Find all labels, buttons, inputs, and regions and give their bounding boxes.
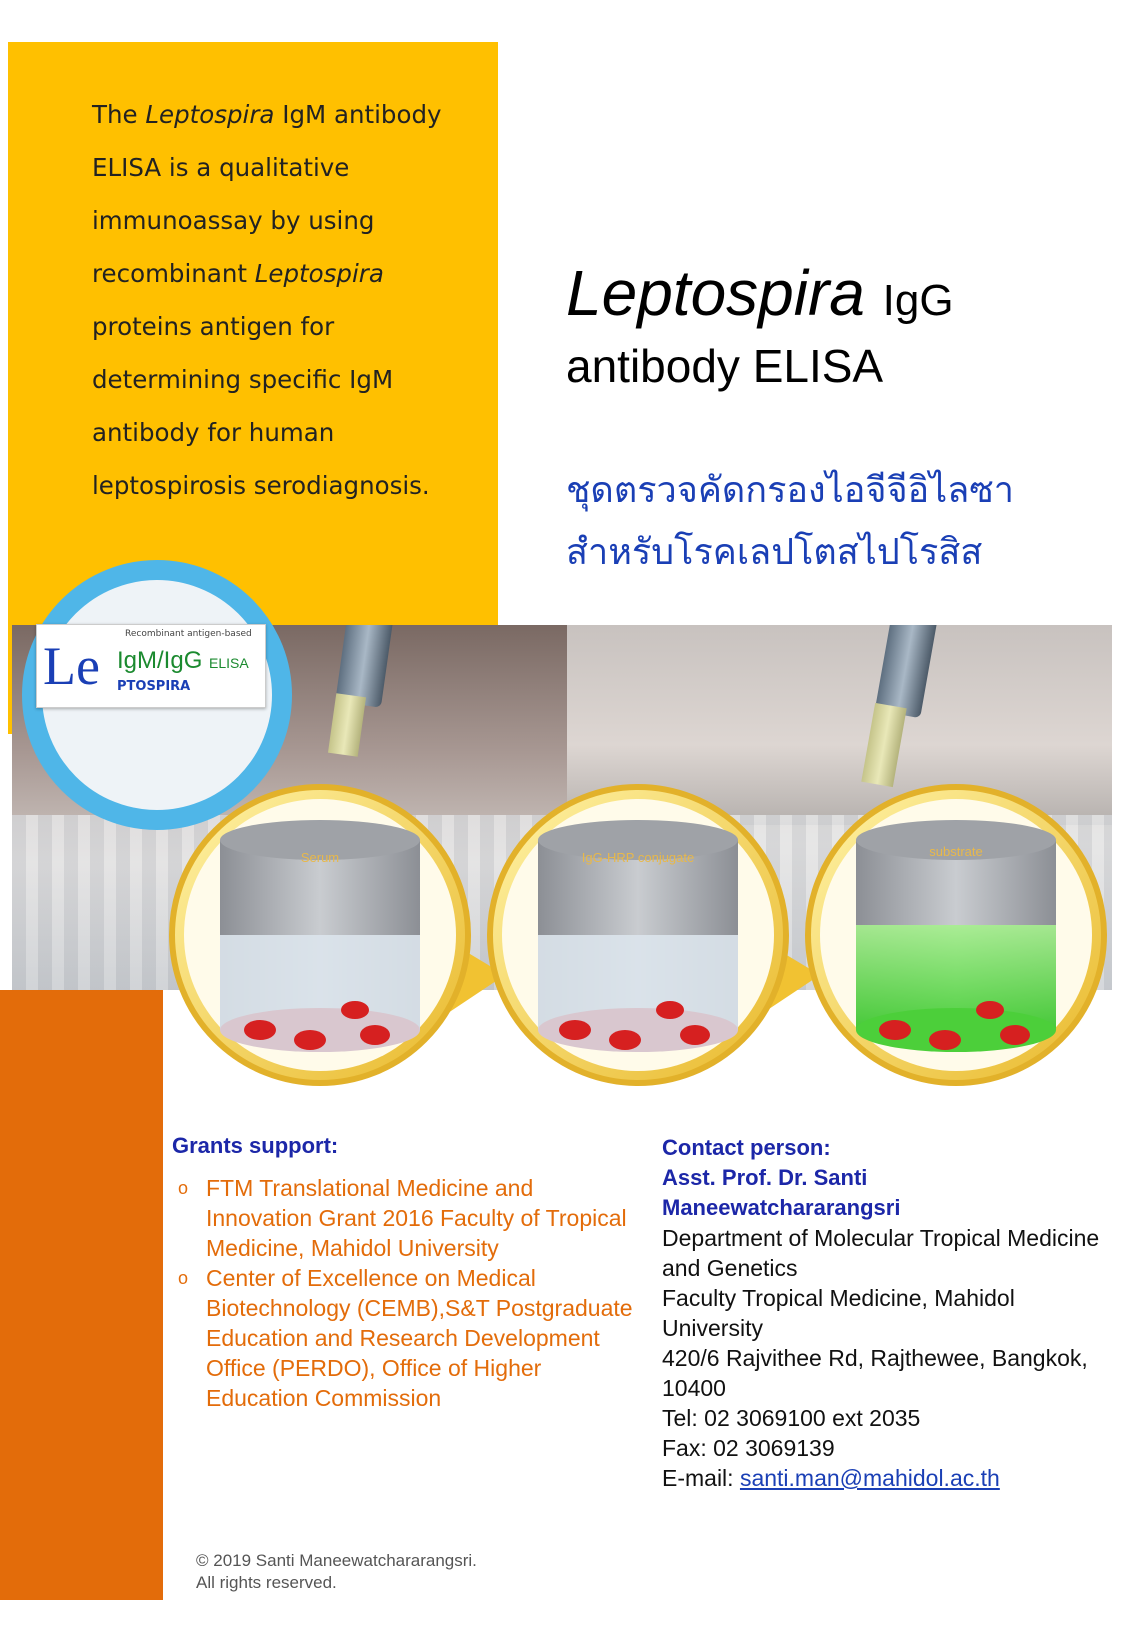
logo-elisa: ELISA: [209, 655, 249, 671]
contact-address: 420/6 Rajvithee Rd, Rajthewee, Bangkok, 10400: [662, 1345, 1088, 1401]
grants-heading: Grants support:: [172, 1133, 339, 1158]
thai-line-1: ชุดตรวจคัดกรองไอจีจีอิไลซา: [566, 470, 1014, 511]
step-label: substrate: [929, 844, 983, 859]
intro-part: IgM antibody ELISA is a qualitative immunoassay by using recombinant: [92, 100, 442, 288]
contact-faculty: Faculty Tropical Medicine, Mahidol University: [662, 1285, 1015, 1341]
bullet-icon: o: [178, 1268, 189, 1288]
contact-fax: Fax: 02 3069139: [662, 1435, 835, 1461]
email-link[interactable]: santi.man@mahidol.ac.th: [739, 1465, 1000, 1491]
copyright-line-2: All rights reserved.: [196, 1573, 337, 1592]
contact-section: [662, 1133, 1102, 1493]
intro-part: The: [92, 100, 146, 129]
grant-item: [172, 1173, 642, 1263]
well-substrate: [808, 787, 1104, 1083]
contact-tel: Tel: 02 3069100 ext 2035: [662, 1405, 921, 1431]
step-label: IgG-HRP conjugate: [581, 850, 695, 865]
title-species: Leptospira: [566, 257, 865, 329]
grants-section: [172, 1133, 642, 1413]
logo-tagline: Recombinant antigen-based: [125, 629, 252, 639]
contact-email-row: [662, 1463, 1102, 1493]
title-line2: antibody ELISA: [566, 340, 884, 392]
copyright-line-1: © 2019 Santi Maneewatchararangsri.: [196, 1551, 477, 1570]
contact-person: Asst. Prof. Dr. Santi Maneewatchararangsri: [662, 1165, 901, 1220]
grant-text: FTM Translational Medicine and Innovation Grant 2016 Faculty of Tropical Medicine, Mahidol University: [206, 1175, 627, 1261]
thai-line-2: สำหรับโรคเลปโตสไปโรสิส: [566, 532, 983, 573]
contact-department: Department of Molecular Tropical Medicine and Genetics: [662, 1225, 1100, 1281]
step-label: Serum: [300, 850, 340, 865]
title-igg: IgG: [882, 276, 954, 325]
product-logo: [36, 624, 266, 708]
logo-assay: [117, 647, 249, 675]
contact-heading: Contact person:: [662, 1135, 831, 1160]
grant-item: [172, 1263, 642, 1413]
copyright: [196, 1550, 477, 1594]
intro-species: Leptospira: [254, 259, 384, 288]
le-logo-icon: Le: [43, 636, 100, 696]
email-label: E-mail:: [662, 1465, 740, 1491]
grant-text: Center of Excellence on Medical Biotechnology (CEMB),S&T Postgraduate Education and Research Development Office (PERDO), Office of Higher Education Commission: [206, 1265, 633, 1411]
well-serum: [172, 787, 468, 1083]
grants-list: [172, 1173, 642, 1413]
logo-assay-name: IgM/IgG: [117, 647, 203, 674]
logo-brand: PTOSPIRA: [117, 679, 191, 694]
intro-species: Leptospira: [145, 100, 275, 129]
intro-part: proteins antigen for determining specific IgM antibody for human leptospirosis serodiagnosis.: [92, 312, 430, 500]
well-conjugate: [490, 787, 786, 1083]
bullet-icon: o: [178, 1178, 189, 1198]
